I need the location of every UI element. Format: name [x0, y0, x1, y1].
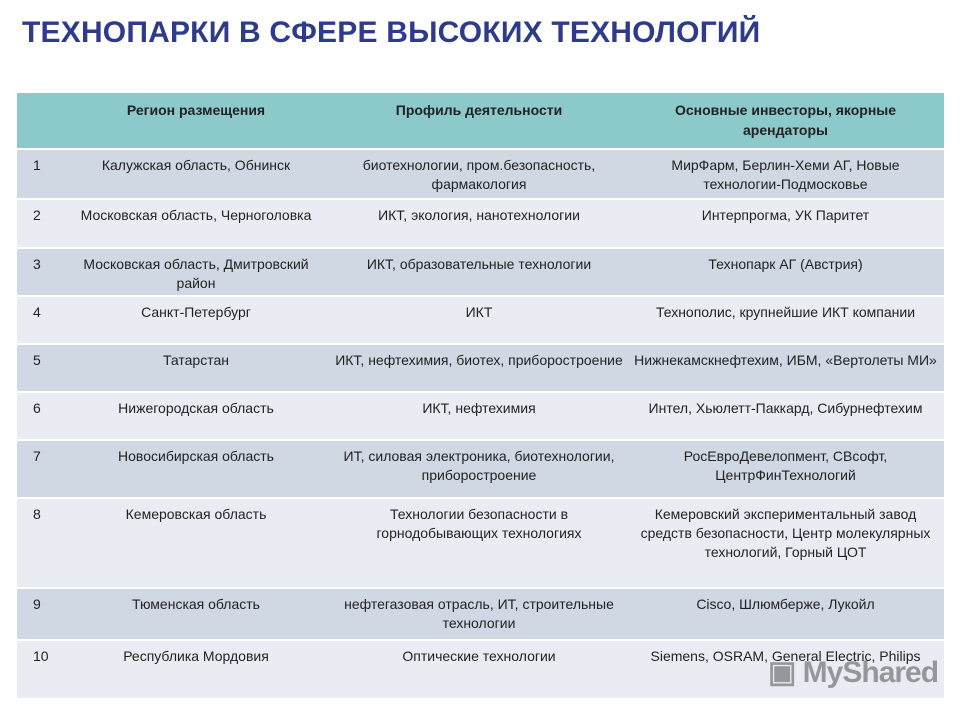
- region-cell: Новосибирская область: [61, 440, 331, 498]
- investors-cell: Нижнекамскнефтехим, ИБМ, «Вертолеты МИ»: [627, 344, 944, 392]
- investors-cell: Siemens, OSRAM, General Electric, Philips: [627, 640, 944, 698]
- row-number: 10: [17, 640, 61, 698]
- investors-cell: Интерпрогма, УК Паритет: [627, 199, 944, 248]
- table-row: [17, 498, 944, 588]
- profile-cell: нефтегазовая отрасль, ИТ, строительные технологии: [331, 588, 627, 640]
- row-number: 4: [17, 296, 61, 344]
- header-investors: Основные инвесторы, якорные арендаторы: [627, 93, 944, 149]
- region-cell: Московская область, Черноголовка: [61, 199, 331, 248]
- investors-cell: Cisco, Шлюмберже, Лукойл: [627, 588, 944, 640]
- region-cell: Тюменская область: [61, 588, 331, 640]
- profile-cell: ИКТ, нефтехимия, биотех, приборостроение: [331, 344, 627, 392]
- region-cell: Республика Мордовия: [61, 640, 331, 698]
- investors-cell: Кемеровский экспериментальный завод средств безопасности, Центр молекулярных технологий, Горный ЦОТ: [627, 498, 944, 588]
- row-number: 2: [17, 199, 61, 248]
- investors-cell: Технопарк АГ (Австрия): [627, 248, 944, 296]
- header-number: [17, 93, 61, 149]
- profile-cell: ИКТ, нефтехимия: [331, 392, 627, 440]
- table-row: [17, 296, 944, 344]
- table-row: [17, 392, 944, 440]
- region-cell: Татарстан: [61, 344, 331, 392]
- investors-cell: Интел, Хьюлетт-Паккард, Сибурнефтехим: [627, 392, 944, 440]
- table-row: [17, 588, 944, 640]
- region-cell: Кемеровская область: [61, 498, 331, 588]
- row-number: 7: [17, 440, 61, 498]
- row-number: 9: [17, 588, 61, 640]
- table-row: [17, 199, 944, 248]
- region-cell: Санкт-Петербург: [61, 296, 331, 344]
- table-row: [17, 344, 944, 392]
- profile-cell: ИКТ, экология, нанотехнологии: [331, 199, 627, 248]
- region-cell: Калужская область, Обнинск: [61, 149, 331, 199]
- table-header-row: [17, 93, 944, 149]
- profile-cell: Технологии безопасности в горнодобывающих технологиях: [331, 498, 627, 588]
- table-row: [17, 149, 944, 199]
- table-row: [17, 248, 944, 296]
- table-row: [17, 440, 944, 498]
- row-number: 3: [17, 248, 61, 296]
- profile-cell: ИКТ, образовательные технологии: [331, 248, 627, 296]
- row-number: 8: [17, 498, 61, 588]
- investors-cell: РосЕвроДевелопмент, СВсофт, ЦентрФинТехнологий: [627, 440, 944, 498]
- header-region: Регион размещения: [61, 93, 331, 149]
- investors-cell: Технополис, крупнейшие ИКТ компании: [627, 296, 944, 344]
- profile-cell: ИКТ: [331, 296, 627, 344]
- profile-cell: биотехнологии, пром.безопасность, фармакология: [331, 149, 627, 199]
- row-number: 5: [17, 344, 61, 392]
- region-cell: Московская область, Дмитровский район: [61, 248, 331, 296]
- slide-title: ТЕХНОПАРКИ В СФЕРЕ ВЫСОКИХ ТЕХНОЛОГИЙ: [22, 16, 761, 49]
- row-number: 1: [17, 149, 61, 199]
- technoparks-table: [17, 93, 944, 698]
- profile-cell: Оптические технологии: [331, 640, 627, 698]
- myshared-watermark-logo: ▣ MyShared: [768, 656, 939, 689]
- investors-cell: МирФарм, Берлин-Хеми АГ, Новые технологии-Подмосковье: [627, 149, 944, 199]
- region-cell: Нижегородская область: [61, 392, 331, 440]
- header-profile: Профиль деятельности: [331, 93, 627, 149]
- profile-cell: ИТ, силовая электроника, биотехнологии, приборостроение: [331, 440, 627, 498]
- row-number: 6: [17, 392, 61, 440]
